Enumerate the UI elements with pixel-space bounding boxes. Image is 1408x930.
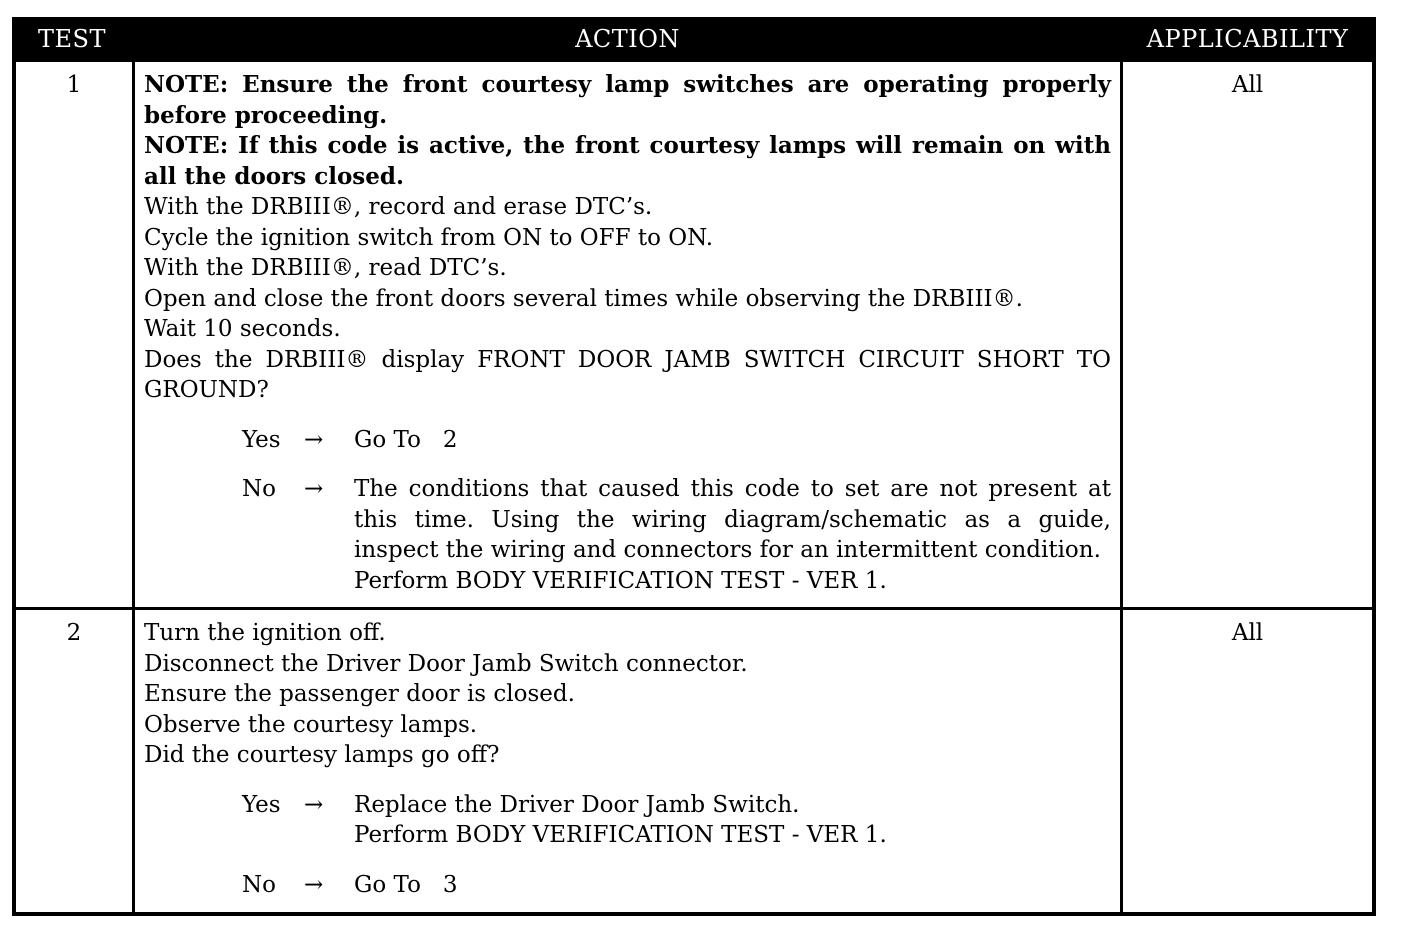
header-test: TEST	[38, 25, 106, 53]
action-cell-1	[135, 62, 1120, 607]
yes-label: Yes	[242, 791, 281, 818]
step-2-4: Observe the courtesy lamps.	[144, 711, 478, 738]
header-action: ACTION	[575, 25, 680, 53]
test-number-2: 2	[16, 610, 132, 912]
arrow-icon: →	[304, 426, 324, 453]
yes-label: Yes	[242, 426, 281, 453]
arrow-icon: →	[304, 871, 324, 898]
step-2-5: Did the courtesy lamps go off?	[144, 742, 500, 768]
no-branch-1	[144, 474, 1111, 596]
step-2-2: Disconnect the Driver Door Jamb Switch connector.	[144, 650, 748, 677]
arrow-icon: →	[304, 791, 324, 818]
yes-branch-1	[144, 425, 1111, 456]
applicability-2: All	[1123, 610, 1372, 912]
no-label: No	[242, 476, 276, 502]
step-1-5: Wait 10 seconds.	[144, 316, 341, 342]
yes-result: Replace the Driver Door Jamb Switch. Perform BODY VERIFICATION TEST - VER 1.	[354, 791, 887, 848]
step-1-3: With the DRBIII®, read DTC’s.	[144, 255, 507, 281]
step-2-3: Ensure the passenger door is closed.	[144, 681, 575, 707]
note-2: NOTE: If this code is active, the front courtesy lamps will remain on with all the doors closed.	[144, 132, 1111, 190]
arrow-icon: →	[304, 476, 324, 502]
test-number-1: 1	[16, 62, 132, 607]
no-result: Go To 3	[354, 871, 458, 898]
step-1-4: Open and close the front doors several times while observing the DRBIII®.	[144, 285, 1023, 312]
step-2-1: Turn the ignition off.	[144, 620, 386, 646]
no-branch-2	[144, 870, 1111, 901]
no-label: No	[242, 871, 276, 898]
note-1: NOTE: Ensure the front courtesy lamp switches are operating properly before proceeding.	[144, 71, 1111, 129]
applicability-1: All	[1123, 62, 1372, 607]
table-header	[12, 17, 1376, 60]
header-applicability: APPLICABILITY	[1146, 25, 1349, 53]
yes-branch-2	[144, 790, 1111, 851]
step-1-1: With the DRBIII®, record and erase DTC’s.	[144, 194, 653, 220]
step-1-6: Does the DRBIII® display FRONT DOOR JAMB SWITCH CIRCUIT SHORT TO GROUND?	[144, 346, 1111, 403]
no-result: The conditions that caused this code to set are not present at this time. Using the wiring diagram/schematic as a guide, inspect the wiring and connectors for an intermittent condition. Perform BODY VERIFICATION TEST - VER 1.	[354, 476, 1111, 594]
step-1-2: Cycle the ignition switch from ON to OFF to ON.	[144, 224, 714, 251]
action-cell-2	[135, 610, 1120, 912]
diagnostic-table	[12, 17, 1376, 916]
yes-result: Go To 2	[354, 426, 458, 453]
